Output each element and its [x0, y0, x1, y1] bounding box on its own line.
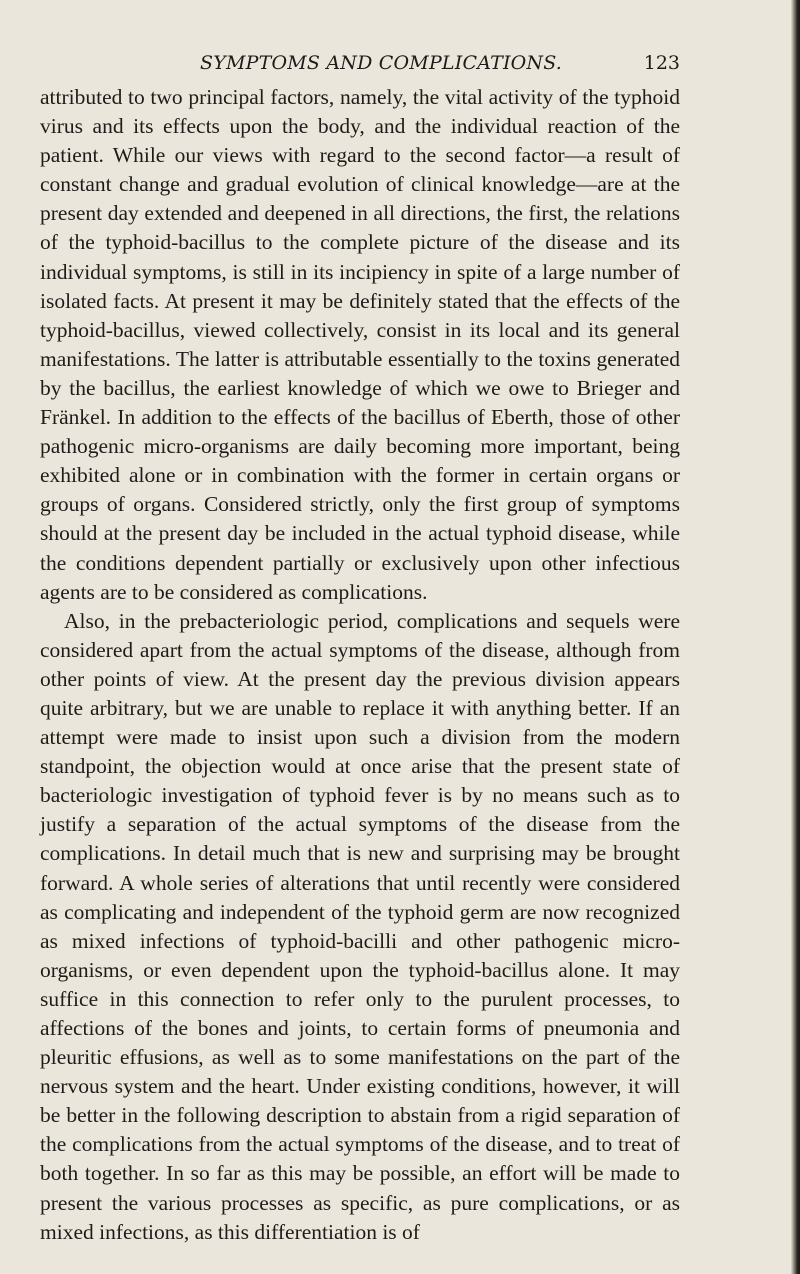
page-header [40, 52, 680, 82]
page-number: 123 [643, 52, 680, 74]
body-text [40, 83, 680, 1247]
paragraph: Also, in the prebacteriologic period, complications and sequels were considered apart from the actual symptoms of the disease, although from other points of view. At the present day the previous division appears quite arbitrary, but we are unable to replace it with anything better. If an attempt were made to insist upon such a division from the modern standpoint, the objection would at once arise that the present state of bacteriologic investigation of typhoid fever is by no means such as to justify a separation of the actual symptoms of the disease from the complications. In detail much that is new and surprising may be brought forward. A whole series of alterations that until recently were considered as complicating and independent of the typhoid germ are now recognized as mixed infections of typhoid-bacilli and other pathogenic micro-organisms, or even dependent upon the typhoid-bacillus alone. It may suffice in this connection to refer only to the purulent processes, to affections of the bones and joints, to certain forms of pneumonia and pleuritic effusions, as well as to some manifestations on the part of the nervous system and the heart. Under existing conditions, however, it will be better in the following description to abstain from a rigid separation of the complications from the actual symptoms of the disease, and to treat of both together. In so far as this may be possible, an effort will be made to present the various processes as specific, as pure complications, or as mixed infections, as this differentiation is of [40, 608, 680, 1244]
page-edge [791, 0, 800, 1274]
running-title: SYMPTOMS AND COMPLICATIONS. [200, 52, 563, 74]
paragraph: attributed to two principal factors, namely, the vital activity of the typhoid virus and its effects upon the body, and the individual reaction of the patient. While our views with regard to the second factor—a result of constant change and gradual evolution of clinical knowledge—are at the present day extended and deepened in all directions, the first, the relations of the typhoid-bacillus to the complete picture of the disease and its individual symptoms, is still in its incipiency in spite of a large number of isolated facts. At present it may be definitely stated that the effects of the typhoid-bacillus, viewed collectively, consist in its local and its general manifestations. The latter is attributable essentially to the toxins generated by the bacillus, the earliest knowledge of which we owe to Brieger and Fränkel. In addition to the effects of the bacillus of Eberth, those of other pathogenic micro-organisms are daily becoming more important, being exhibited alone or in combination with the former in certain organs or groups of organs. Considered strictly, only the first group of symptoms should at the present day be included in the actual typhoid disease, while the conditions dependent partially or exclusively upon other infectious agents are to be considered as complications. [40, 85, 680, 604]
